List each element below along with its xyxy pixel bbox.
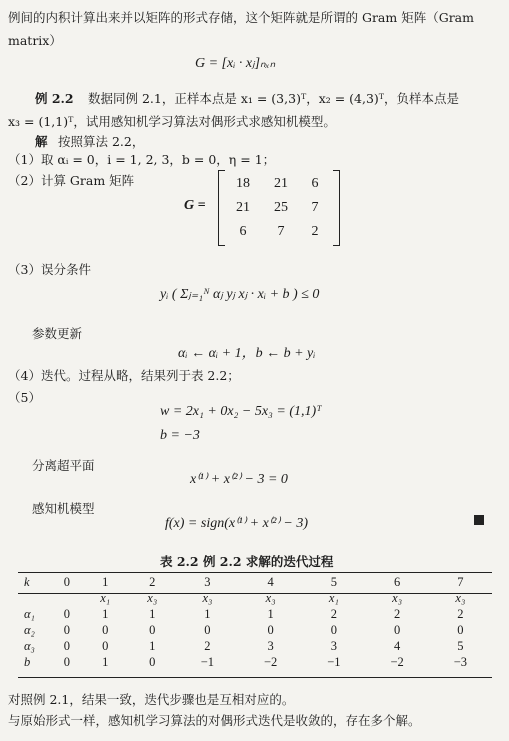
table-cell: 1	[102, 606, 109, 621]
misclassification-condition: yᵢ ( Σⱼ₌₁ᴺ αⱼ yⱼ xⱼ · xᵢ + b ) ≤ 0	[160, 287, 320, 302]
table-header-row	[18, 574, 492, 590]
matrix-label: G =	[184, 198, 206, 213]
table-cell: 2	[204, 638, 211, 653]
matrix-cell: 21	[274, 176, 288, 191]
table-cell: α₂	[24, 622, 35, 637]
table-cell: 0	[457, 622, 464, 637]
iteration-table	[18, 574, 492, 670]
table-cell: 3	[267, 638, 274, 653]
table-header-cell: 6	[393, 574, 401, 589]
table-cell: x₁	[328, 590, 339, 605]
table-cell: 3	[330, 638, 337, 653]
qed-square	[474, 515, 484, 525]
table-cell: −2	[390, 654, 404, 669]
table-row	[18, 638, 492, 654]
matrix-cell: 7	[311, 200, 319, 215]
table-row	[18, 606, 492, 622]
table-cell: 2	[330, 606, 337, 621]
table-row	[18, 590, 492, 606]
left-bracket	[218, 170, 225, 246]
table-cell: 0	[149, 654, 156, 669]
closing-paragraph: 对照例 2.1，结果一致，迭代步骤也是互相对应的。	[8, 692, 295, 707]
table-cell: 1	[149, 638, 156, 653]
closing-paragraph: 与原始形式一样，感知机学习算法的对偶形式迭代是收敛的，存在多个解。	[8, 713, 421, 728]
table-cell: 2	[457, 606, 464, 621]
hyperplane-equation: x⁽¹⁾ + x⁽²⁾ − 3 = 0	[190, 472, 288, 487]
table-header-cell: k	[24, 574, 30, 589]
table-cell: x₃	[392, 590, 403, 605]
step-2: （2）计算 Gram 矩阵	[8, 173, 135, 188]
table-cell: 1	[149, 606, 156, 621]
table-cell: 4	[393, 638, 401, 653]
table-header-cell: 3	[204, 574, 211, 589]
table-cell: 0	[63, 622, 70, 637]
update-label: 参数更新	[32, 326, 83, 341]
example-label: 例 2.2	[35, 91, 74, 106]
step-1: （1）取 αᵢ = 0，i = 1, 2, 3，b = 0，η = 1；	[8, 152, 276, 167]
update-equation: αᵢ ← αᵢ + 1，b ← b + yᵢ	[178, 346, 316, 361]
table-cell: −1	[327, 654, 341, 669]
table-cell	[52, 590, 82, 606]
example-text: 数据同例 2.1，正样本点是 x₁ = (3,3)ᵀ，x₂ = (4,3)ᵀ，负样本点是	[88, 91, 460, 106]
table-cell: 0	[393, 622, 401, 637]
table-cell: 0	[63, 654, 70, 669]
matrix-cell: 25	[274, 200, 288, 215]
matrix-cell: 2	[311, 224, 319, 239]
table-header-cell: 1	[102, 574, 109, 589]
table-cell: −1	[200, 654, 215, 669]
table-cell: 0	[330, 622, 337, 637]
table-cell: 2	[393, 606, 401, 621]
table-cell: x₃	[265, 590, 276, 605]
table-cell: −3	[453, 654, 468, 669]
table-cell: x₁	[100, 590, 111, 605]
table-header-cell: 0	[63, 574, 70, 589]
step-5: （5）	[8, 390, 41, 405]
model-label: 感知机模型	[32, 501, 95, 516]
table-row	[18, 622, 492, 638]
table-cell: 0	[63, 606, 70, 621]
gram-equation: G = [xᵢ · xⱼ]ₙₓₙ	[195, 56, 276, 71]
gram-matrix	[178, 170, 378, 246]
b-equation: b = −3	[160, 428, 200, 443]
table-cell: α₁	[24, 606, 35, 621]
solution-text: 按照算法 2.2，	[58, 134, 145, 149]
w-equation: w = 2x₁ + 0x₂ − 5x₃ = (1,1)ᵀ	[160, 404, 322, 419]
table-cell: 1	[204, 606, 211, 621]
table-cell: 0	[204, 622, 211, 637]
table-cell: 5	[457, 638, 464, 653]
right-bracket	[333, 170, 340, 246]
table-cell	[18, 590, 52, 606]
table-cell: α₃	[24, 638, 35, 653]
table-cell: 0	[102, 622, 109, 637]
paragraph-line: 例间的内积计算出来并以矩阵的形式存储，这个矩阵就是所谓的 Gram 矩阵（Gram	[8, 10, 474, 25]
table-cell: 1	[267, 606, 274, 621]
table-top-rule	[18, 572, 492, 573]
table-bottom-rule	[18, 677, 492, 678]
table-header-cell: 4	[267, 574, 274, 589]
matrix-cell: 6	[239, 224, 247, 239]
paragraph-line: matrix）	[8, 33, 62, 48]
matrix-cell: 18	[236, 176, 250, 191]
table-row	[18, 654, 492, 670]
table-header-cell: 2	[149, 574, 156, 589]
table-title: 表 2.2 例 2.2 求解的迭代过程	[160, 554, 334, 569]
step-4: （4）迭代。过程从略，结果列于表 2.2；	[8, 368, 240, 383]
hyperplane-label: 分离超平面	[32, 458, 95, 473]
table-cell: x₃	[202, 590, 213, 605]
model-equation: f(x) = sign(x⁽¹⁾ + x⁽²⁾ − 3)	[165, 516, 309, 531]
table-cell: x₃	[455, 590, 466, 605]
matrix-cell: 7	[277, 224, 285, 239]
table-cell: x₃	[147, 590, 158, 605]
table-cell: 0	[102, 638, 109, 653]
table-cell: 0	[267, 622, 274, 637]
matrix-cell: 6	[311, 176, 319, 191]
table-cell: 0	[149, 622, 156, 637]
solution-label: 解	[35, 134, 48, 149]
table-header-cell: 5	[330, 574, 337, 589]
table-cell: 1	[102, 654, 109, 669]
table-cell: −2	[263, 654, 278, 669]
table-cell: 0	[63, 638, 70, 653]
table-header-cell: 7	[457, 574, 464, 589]
step-3: （3）误分条件	[8, 262, 91, 277]
table-cell: b	[24, 654, 31, 669]
matrix-cell: 21	[236, 200, 250, 215]
example-text: x₃ = (1,1)ᵀ，试用感知机学习算法对偶形式求感知机模型。	[8, 114, 336, 129]
